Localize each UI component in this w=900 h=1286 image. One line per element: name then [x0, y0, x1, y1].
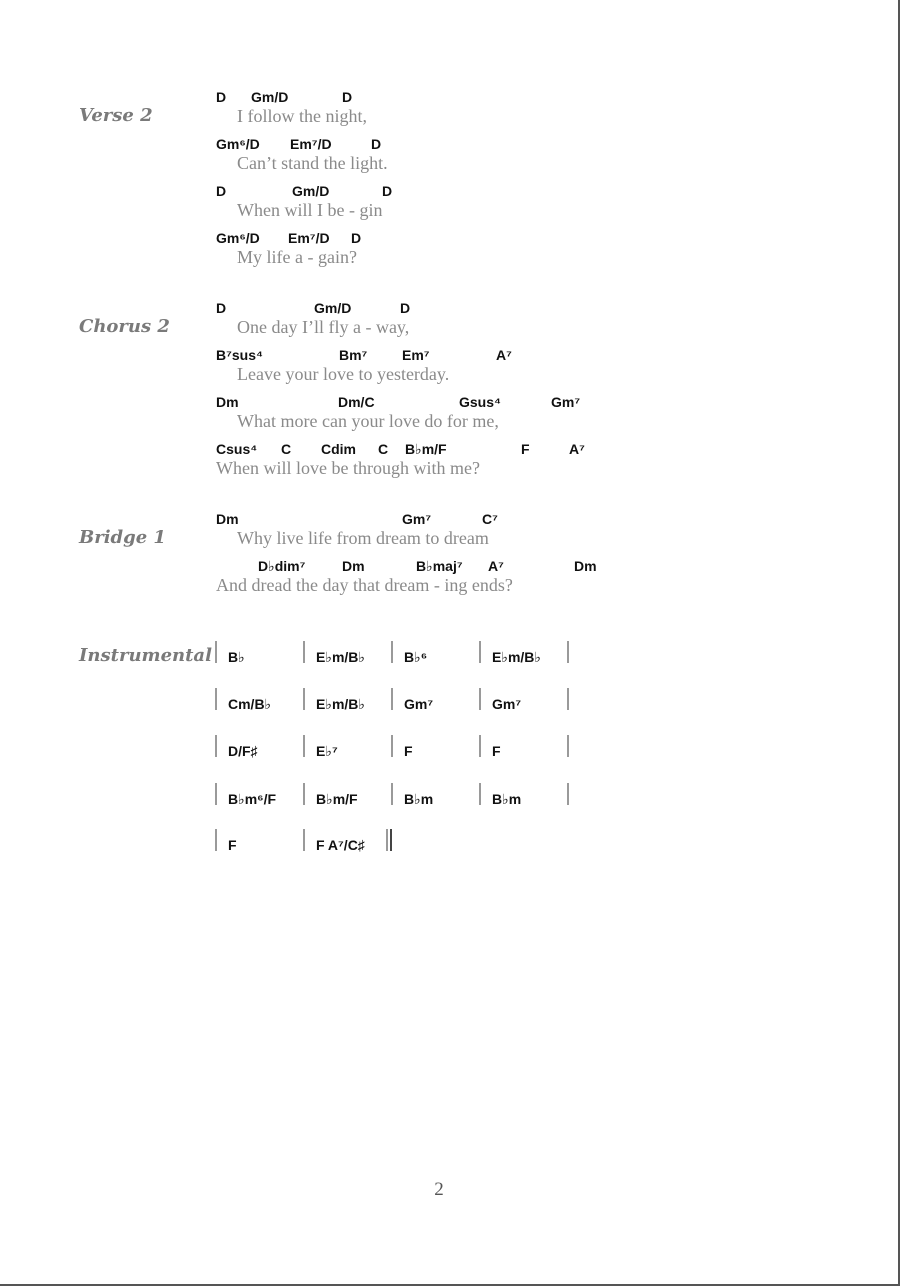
bar-line [215, 783, 217, 805]
lyric-line: I follow the night, [237, 106, 367, 126]
final-bar-line [390, 829, 392, 851]
chord: B♭m/F [316, 791, 358, 807]
chord: Gm/D [292, 183, 330, 199]
bar-line [567, 783, 569, 805]
chord: Gm/D [251, 89, 289, 105]
bar-line [303, 735, 305, 757]
chord: Gm⁷ [492, 696, 522, 712]
chord: D♭dim⁷ [258, 558, 306, 574]
chord: D [400, 300, 411, 316]
chord: Gm⁶/D [216, 230, 260, 246]
chord: D [342, 89, 353, 105]
bar-line [479, 641, 481, 663]
chord: Gm⁷ [404, 696, 434, 712]
chord: B♭m [404, 791, 434, 807]
chord: B⁷sus⁴ [216, 347, 263, 363]
chord: F [521, 441, 530, 457]
lyric-line: Why live life from dream to dream [237, 528, 489, 548]
chord: E♭⁷ [316, 743, 338, 759]
section-label-instrumental: Instrumental [79, 645, 212, 666]
lyric-line: My life a - gain? [237, 247, 357, 267]
chord: Gm⁶/D [216, 136, 260, 152]
chord: D [351, 230, 362, 246]
lyric-line: Leave your love to yesterday. [237, 364, 450, 384]
chord: B♭m/F [405, 441, 447, 457]
chord: D [216, 300, 227, 316]
chord: A⁷ [569, 441, 585, 457]
chord: F A⁷/C♯ [316, 837, 365, 853]
bar-line [391, 783, 393, 805]
section-label-verse-2: Verse 2 [79, 105, 153, 126]
chord: B♭⁶ [404, 649, 428, 665]
chord: Gm⁷ [551, 394, 581, 410]
bar-line [391, 641, 393, 663]
chord: B♭m⁶/F [228, 791, 277, 807]
bar-line [215, 641, 217, 663]
chord: C [378, 441, 389, 457]
lyric-line: When will love be through with me? [216, 458, 480, 478]
chord: Dm/C [338, 394, 375, 410]
bar-line [215, 829, 217, 851]
chord: Dm [216, 394, 239, 410]
bar-line [391, 688, 393, 710]
chord: D [216, 89, 227, 105]
bar-line [567, 735, 569, 757]
chord: Dm [574, 558, 597, 574]
page-number: 2 [434, 1179, 444, 1200]
bar-line [215, 735, 217, 757]
lyric-line: When will I be - gin [237, 200, 383, 220]
chord: D [216, 183, 227, 199]
chord: Gm/D [314, 300, 352, 316]
chord: E♭m/B♭ [316, 649, 365, 665]
chord: A⁷ [496, 347, 512, 363]
chord: F [404, 743, 413, 759]
bar-line [567, 641, 569, 663]
lyric-line: One day I’ll fly a - way, [237, 317, 410, 337]
chord: D/F♯ [228, 743, 258, 759]
bar-line [215, 688, 217, 710]
lyric-line: And dread the day that dream - ing ends? [216, 575, 513, 595]
chord: B♭m [492, 791, 522, 807]
chord: F [228, 837, 237, 853]
chord: Dm [342, 558, 365, 574]
chord: D [371, 136, 382, 152]
section-label-chorus-2: Chorus 2 [79, 316, 170, 337]
section-label-bridge-1: Bridge 1 [79, 527, 166, 548]
bar-line [479, 783, 481, 805]
bar-line [391, 735, 393, 757]
bar-line [386, 829, 388, 851]
lyric-line: Can’t stand the light. [237, 153, 388, 173]
chord: E♭m/B♭ [492, 649, 541, 665]
chord: C⁷ [482, 511, 498, 527]
bar-line [567, 688, 569, 710]
chord: B♭ [228, 649, 245, 665]
chord: C [281, 441, 292, 457]
chord: Gsus⁴ [459, 394, 501, 410]
chord: E♭m/B♭ [316, 696, 365, 712]
bar-line [479, 735, 481, 757]
chord: Cm/B♭ [228, 696, 272, 712]
chord: B♭maj⁷ [416, 558, 463, 574]
chord: Em⁷ [402, 347, 430, 363]
chord: A⁷ [488, 558, 504, 574]
chord: Cdim [321, 441, 356, 457]
chord: F [492, 743, 501, 759]
chord: D [382, 183, 393, 199]
chord: Em⁷/D [290, 136, 332, 152]
chord: Em⁷/D [288, 230, 330, 246]
chord: Csus⁴ [216, 441, 258, 457]
chord: Dm [216, 511, 239, 527]
chord: Bm⁷ [339, 347, 368, 363]
bar-line [479, 688, 481, 710]
bar-line [303, 688, 305, 710]
bar-line [303, 783, 305, 805]
bar-line [303, 641, 305, 663]
bar-line [303, 829, 305, 851]
lyric-line: What more can your love do for me, [237, 411, 499, 431]
chord: Gm⁷ [402, 511, 432, 527]
